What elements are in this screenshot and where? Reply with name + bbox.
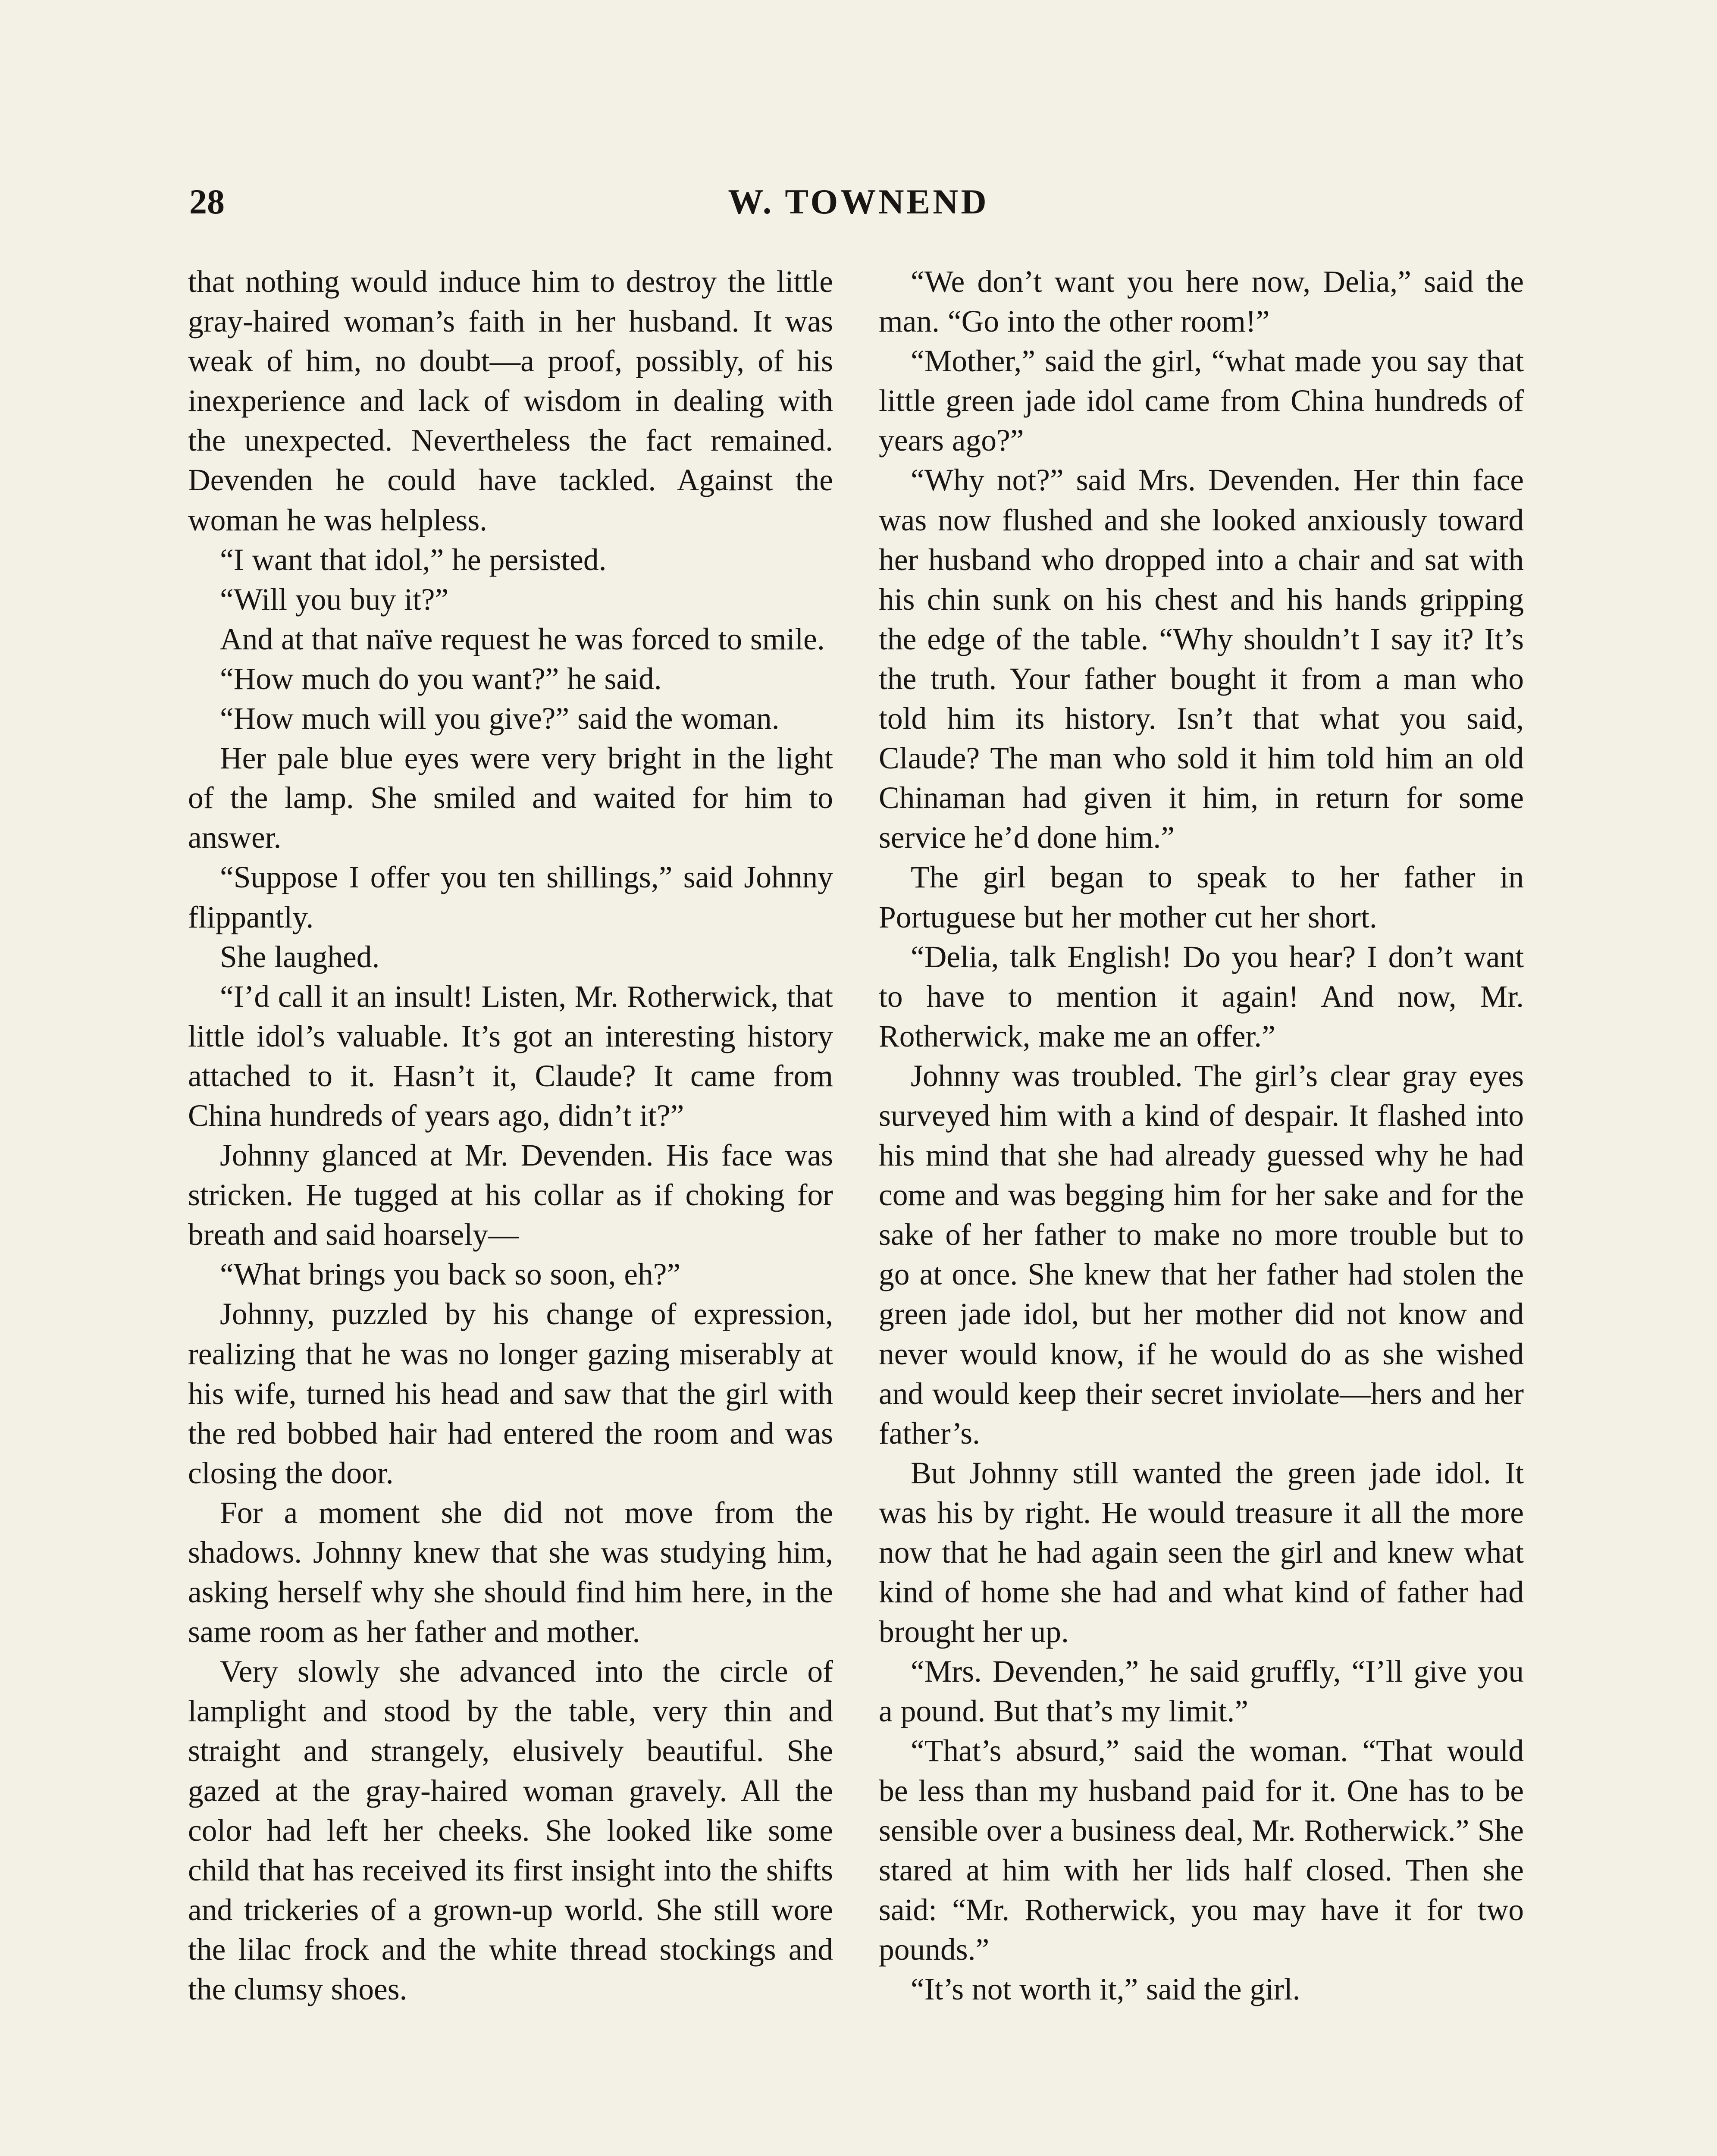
left-column xyxy=(188,262,833,2009)
paragraph: “I want that idol,” he persisted. xyxy=(220,542,607,577)
paragraph: “Will you buy it?” xyxy=(220,582,449,617)
paragraph: “I’d call it an insult! Listen, Mr. Rotherwick, that little idol’s valuable. It’s got an interesting history attached to it. Hasn’t it, Claude? It came from China hundreds of years ago, didn’t it?” xyxy=(188,979,833,1133)
paragraph: “What brings you back so soon, eh?” xyxy=(220,1257,681,1292)
paragraph: “Why not?” said Mrs. Devenden. Her thin face was now flushed and she looked anxiously toward her husband who dropped into a chair and sat with his chin sunk on his chest and his hands gripping the edge of the table. “Why shouldn’t I say it? It’s the truth. Your father bought it from a man who told him its history. Isn’t that what you said, Claude? The man who sold it him told him an old Chinaman had given it him, in return for some service he’d done him.” xyxy=(879,463,1524,855)
paragraph: The girl began to speak to her father in Portuguese but her mother cut her short. xyxy=(879,860,1524,934)
paragraph: “Delia, talk English! Do you hear? I don’t want to have to mention it again! And now, Mr. Rotherwick, make me an offer.” xyxy=(879,940,1524,1053)
paragraph: Johnny, puzzled by his change of expression, realizing that he was no longer gazing miserably at his wife, turned his head and saw that the girl with the red bobbed hair had entered the room and was closing the door. xyxy=(188,1297,833,1490)
paragraph: But Johnny still wanted the green jade idol. It was his by right. He would treasure it all the more now that he had again seen the girl and knew what kind of home she had and what kind of father had brought her up. xyxy=(879,1456,1524,1649)
paragraph: Her pale blue eyes were very bright in the light of the lamp. She smiled and waited for him to answer. xyxy=(188,741,833,855)
paragraph: “We don’t want you here now, Delia,” said the man. “Go into the other room!” xyxy=(879,265,1524,339)
paragraph: that nothing would induce him to destroy the little gray-haired woman’s faith in her husband. It was weak of him, no doubt—a proof, possibly, of his inexperience and lack of wisdom in dealing with the unexpected. Nevertheless the fact remained. Devenden he could have tackled. Against the woman he was helpless. xyxy=(188,265,833,537)
paragraph: “It’s not worth it,” said the girl. xyxy=(911,1972,1300,2007)
right-column xyxy=(879,262,1524,2009)
paragraph: For a moment she did not move from the shadows. Johnny knew that she was studying him, asking herself why she should find him here, in the same room as her father and mother. xyxy=(188,1495,833,1649)
paragraph: “That’s absurd,” said the woman. “That would be less than my husband paid for it. One has to be sensible over a business deal, Mr. Rotherwick.” She stared at him with her lids half closed. Then she said: “Mr. Rotherwick, you may have it for two pounds.” xyxy=(879,1734,1524,1967)
paragraph: Johnny was troubled. The girl’s clear gray eyes surveyed him with a kind of despair. It flashed into his mind that she had already guessed why he had come and was begging him for her sake and for the sake of her father to make no more trouble but to go at once. She knew that her father had stolen the green jade idol, but her mother did not know and never would know, if he would do as she wished and would keep their secret inviolate—hers and her father’s. xyxy=(879,1059,1524,1451)
running-head: W. TOWNEND xyxy=(728,182,989,221)
paragraph: “Mrs. Devenden,” he said gruffly, “I’ll give you a pound. But that’s my limit.” xyxy=(879,1655,1524,1729)
paragraph: Very slowly she advanced into the circle of lamplight and stood by the table, very thin and straight and strangely, elusively beautiful. She gazed at the gray-haired woman gravely. All the color had left her cheeks. She looked like some child that has received its first insight into the shifts and trickeries of a grown-up world. She still wore the lilac frock and the white thread stockings and the clumsy shoes. xyxy=(188,1655,833,2007)
paragraph: “How much do you want?” he said. xyxy=(220,661,662,696)
paragraph: “Mother,” said the girl, “what made you say that little green jade idol came from China hundreds of years ago?” xyxy=(879,344,1524,458)
page-number: 28 xyxy=(189,182,225,221)
paragraph: “Suppose I offer you ten shillings,” said Johnny flippantly. xyxy=(188,860,833,934)
paragraph: And at that naïve request he was forced to smile. xyxy=(220,622,825,656)
paragraph: “How much will you give?” said the woman. xyxy=(220,702,780,736)
paragraph: Johnny glanced at Mr. Devenden. His face was stricken. He tugged at his collar as if choking for breath and said hoarsely— xyxy=(188,1138,833,1252)
paragraph: She laughed. xyxy=(220,940,380,974)
